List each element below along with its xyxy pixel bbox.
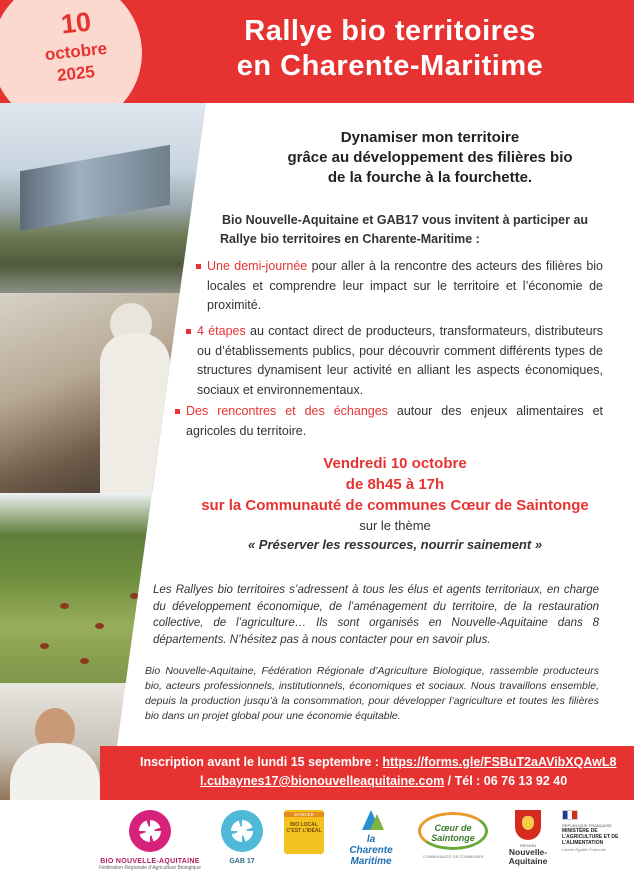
- bullet-highlight: Une demi-journée: [207, 259, 308, 273]
- logo-mbl-line-2: BIO LOCAL C’EST L’IDÉAL: [286, 822, 322, 834]
- logo-cs-name: Cœur de Saintonge: [431, 823, 475, 843]
- event-date: Vendredi 10 octobre: [323, 455, 467, 472]
- logo-cm-name: la Charente Maritime: [349, 834, 393, 867]
- logo-mbl-line-1: MANGER: [284, 812, 324, 817]
- event-theme-intro: sur le thème: [359, 518, 431, 533]
- bullet-highlight: 4 étapes: [197, 324, 246, 338]
- logo-na-name: Nouvelle-Aquitaine: [508, 847, 548, 866]
- bullet-text: au contact direct de producteurs, transformateurs, distributeurs ou d’établissements publics, pour découvrir comment différents types de structures dynamisent leur activité en alliant les aspects économiques, sociaux et environnementaux.: [197, 324, 603, 397]
- page-title: [170, 14, 610, 84]
- registration-bar: [100, 746, 634, 800]
- manger-bio-badge: [284, 810, 324, 854]
- logo-ministere-agriculture: [562, 810, 628, 852]
- intro-heading: [260, 128, 600, 188]
- logo-min-small: RÉPUBLIQUE FRANÇAISE: [562, 823, 612, 828]
- registration-line: [140, 755, 630, 769]
- bullet-square-icon: [196, 264, 201, 269]
- date-month: octobre: [43, 38, 108, 65]
- logo-bna-name: BIO NOUVELLE-AQUITAINE: [100, 858, 200, 865]
- phone-label: / Tél :: [444, 774, 484, 788]
- title-line-2: en Charente-Maritime: [236, 50, 544, 82]
- title-line-1: Rallye bio territoires: [244, 15, 536, 47]
- building-shape: [20, 145, 170, 231]
- hen-shape: [60, 603, 69, 609]
- date-year: 2025: [56, 62, 96, 85]
- event-theme: « Préserver les ressources, nourrir sainement »: [247, 537, 543, 552]
- swirl-icon: [416, 810, 490, 852]
- sailboat-icon: [358, 810, 384, 832]
- contact-line: [200, 774, 630, 788]
- bullet-square-icon: [175, 409, 180, 414]
- logo-region-nouvelle-aquitaine: [502, 810, 554, 866]
- event-time: de 8h45 à 17h: [345, 476, 445, 493]
- flower-icon: [221, 810, 263, 852]
- person-lab-coat: [100, 333, 170, 493]
- french-flag-icon: [562, 810, 578, 820]
- lead-line-1: Bio Nouvelle-Aquitaine et GAB17 vous invitent à participer au: [222, 213, 589, 227]
- hen-shape: [40, 643, 49, 649]
- bullet-text: pour aller à la rencontre des acteurs des filières bio locales et comprendre leur impact sur le territoire et l’économie de proximité.: [207, 259, 603, 312]
- logo-na-small: RÉGION: [520, 843, 536, 848]
- intro-line-1: Dynamiser mon territoire: [340, 129, 520, 146]
- bullet-item: [207, 257, 603, 316]
- bullet-text: autour des enjeux alimentaires et agricoles du territoire.: [186, 404, 603, 438]
- bullet-square-icon: [186, 329, 191, 334]
- event-details: [170, 453, 620, 555]
- logo-min-name: MINISTÈRE DE L’AGRICULTURE ET DE L’ALIMENTATION: [562, 828, 619, 846]
- audience-paragraph: Les Rallyes bio territoires s’adressent à tous les élus et agents territoriaux, en charge du développement économique, de l’aménagement du territoire, de la restauration collective, de l’agriculture… Ils sont organisés en Nouvelle-Aquitaine dans 8 départements. N’hésitez pas à nous contacter pour en savoir plus.: [153, 584, 599, 646]
- contact-phone: 06 76 13 92 40: [483, 774, 568, 788]
- logo-gab-name: GAB 17: [229, 858, 255, 865]
- contact-email-link[interactable]: l.cubaynes17@bionouvelleaquitaine.com: [200, 774, 445, 788]
- hen-shape: [80, 658, 89, 664]
- logo-min-motto: Liberté Égalité Fraternité: [562, 847, 606, 852]
- lion-crest-icon: [515, 810, 541, 840]
- date-day: 10: [59, 6, 93, 40]
- logo-charente-maritime: [346, 810, 396, 867]
- hen-shape: [95, 623, 104, 629]
- photo-building: [0, 103, 206, 293]
- bullet-item: [197, 322, 603, 400]
- event-place: sur la Communauté de communes Cœur de Saintonge: [201, 497, 589, 514]
- registration-form-link[interactable]: https://forms.gle/FSBuT2aAVibXQAwL8: [382, 755, 617, 769]
- invitation-lead: [220, 211, 608, 249]
- registration-deadline: Inscription avant le lundi 15 septembre :: [140, 755, 383, 769]
- intro-line-2: grâce au développement des filières bio: [287, 149, 573, 166]
- organization-paragraph: Bio Nouvelle-Aquitaine, Fédération Régionale d’Agriculture Biologique, rassemble producteurs bio, acteurs professionnels, institutionnels, économiques et sociaux. Nous travaillons ensemble, depuis la production jusqu’à la consommation, pour développer l’agriculture et toutes les filières bio dans un projet global pour une économie équitable.: [145, 665, 599, 722]
- bullet-item: [186, 402, 603, 441]
- hen-shape: [130, 593, 139, 599]
- logo-coeur-de-saintonge: [414, 810, 492, 859]
- intro-line-3: de la fourche à la fourchette.: [327, 169, 533, 186]
- logo-bio-nouvelle-aquitaine: [90, 810, 210, 871]
- logo-manger-bio-local: [284, 810, 324, 854]
- logo-bna-subtitle: Fédération Régionale d’Agriculture Biologique: [99, 865, 201, 871]
- flower-icon: [129, 810, 171, 852]
- logo-cs-subtitle: COMMUNAUTÉ DE COMMUNES: [422, 854, 484, 859]
- bullet-highlight: Des rencontres et des échanges: [186, 404, 388, 418]
- logo-gab17: [218, 810, 266, 865]
- lead-line-2: Rallye bio territoires en Charente-Maritime :: [220, 232, 480, 246]
- partner-logos: [0, 800, 634, 881]
